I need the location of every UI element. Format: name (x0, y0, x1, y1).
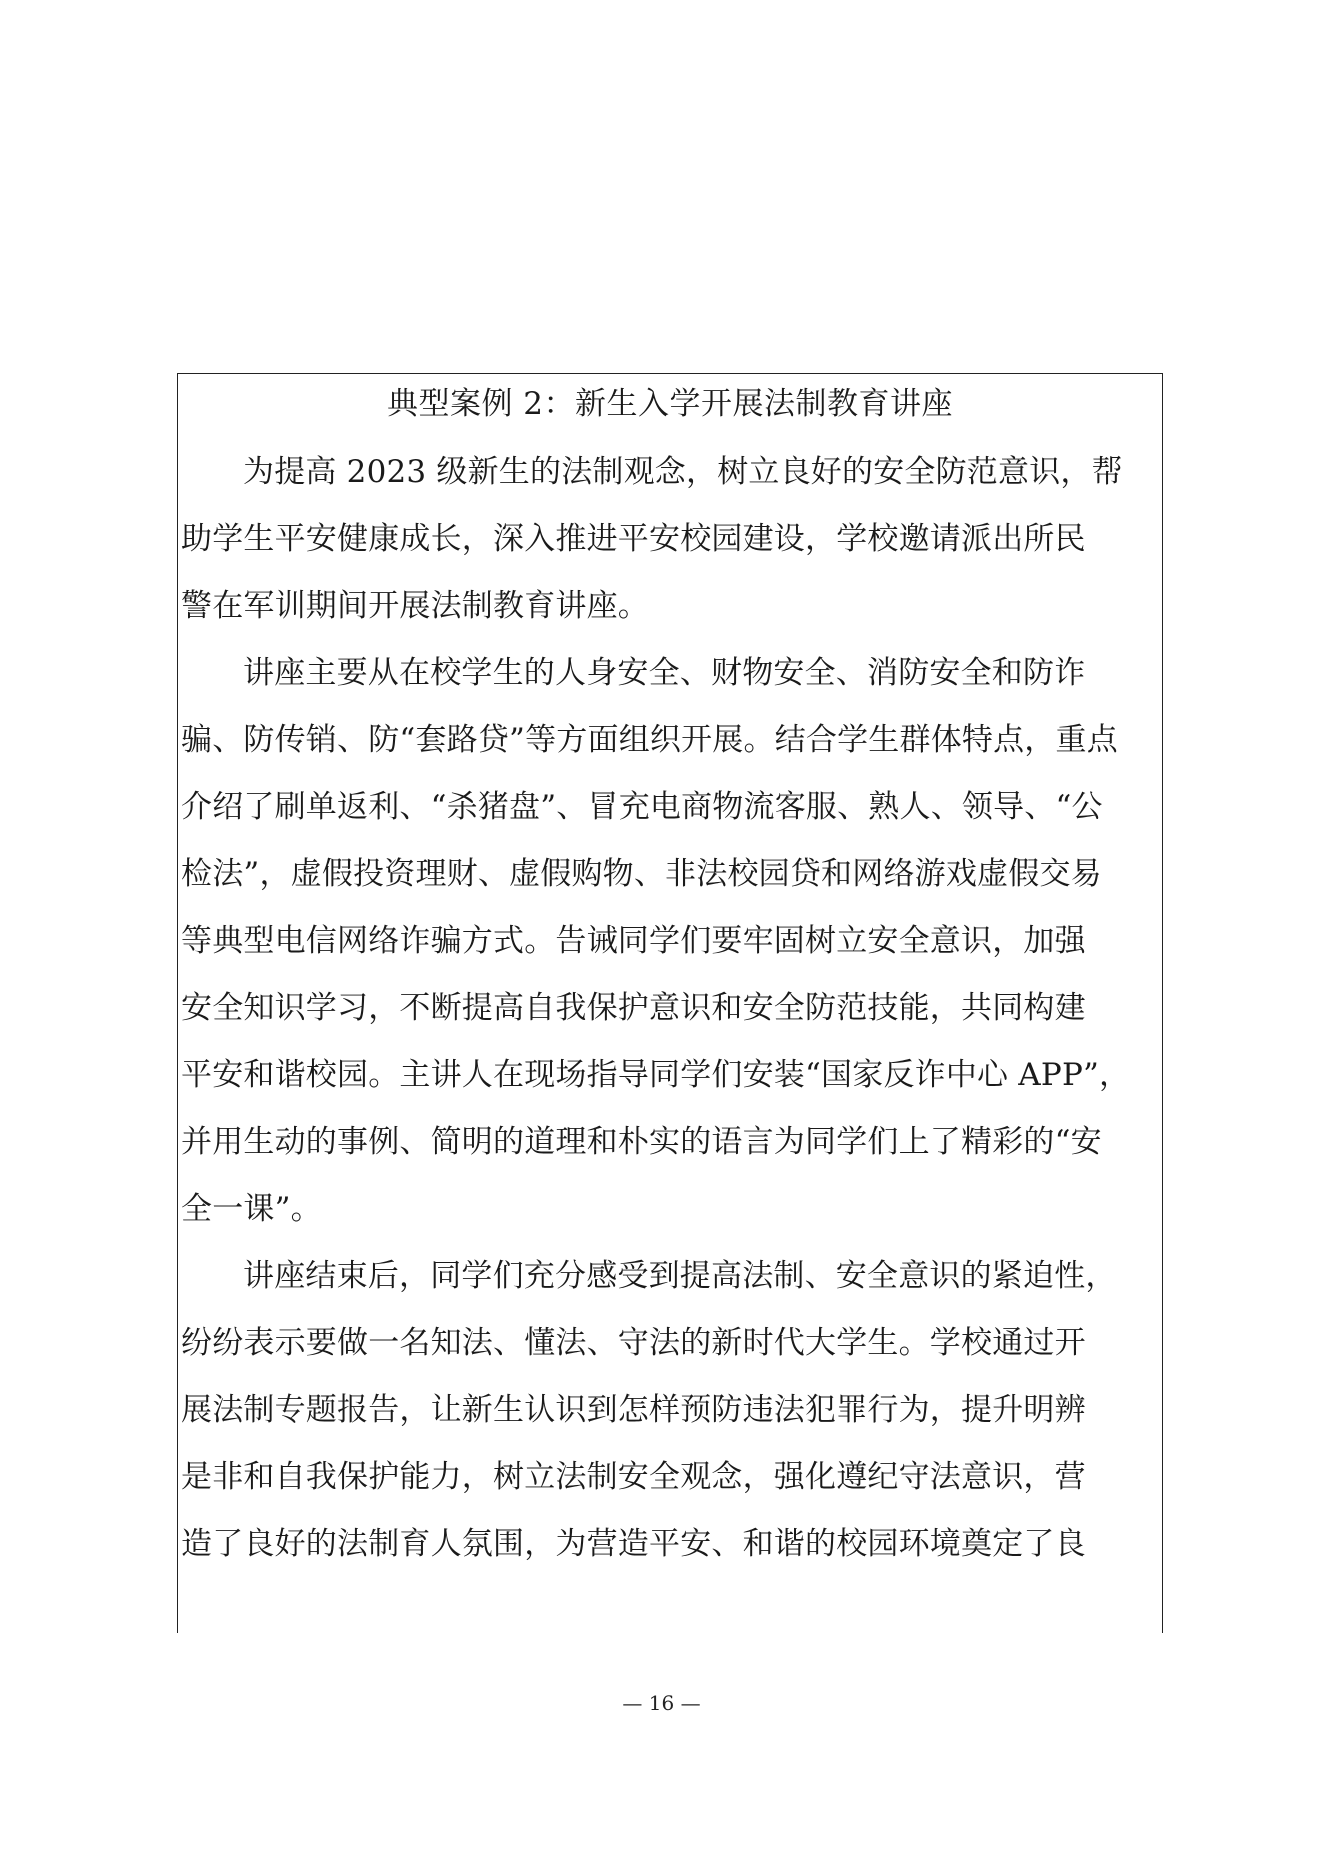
paragraph-line: 并用生动的事例、简明的道理和朴实的语言为同学们上了精彩的“安 (181, 1124, 1102, 1160)
paragraph-line: 造了良好的法制育人氛围，为营造平安、和谐的校园环境奠定了良 (181, 1526, 1086, 1562)
paragraph-line: 展法制专题报告，让新生认识到怎样预防违法犯罪行为，提升明辨 (181, 1392, 1086, 1428)
paragraph-line: 等典型电信网络诈骗方式。告诫同学们要牢固树立安全意识，加强 (181, 923, 1086, 959)
paragraph-line: 介绍了刷单返利、“杀猪盘”、冒充电商物流客服、熟人、领导、“公 (181, 789, 1103, 825)
paragraph-line: 讲座结束后，同学们充分感受到提高法制、安全意识的紧迫性， (243, 1258, 1117, 1294)
paragraph-line: 纷纷表示要做一名知法、懂法、守法的新时代大学生。学校通过开 (181, 1325, 1086, 1361)
paragraph-line: 助学生平安健康成长，深入推进平安校园建设，学校邀请派出所民 (181, 521, 1086, 557)
paragraph-line: 全一课”。 (181, 1191, 322, 1227)
page-number: — 16 — (622, 1691, 701, 1715)
paragraph-line: 检法”，虚假投资理财、虚假购物、非法校园贷和网络游戏虚假交易 (181, 856, 1102, 892)
paragraph-line: 为提高 2023 级新生的法制观念，树立良好的安全防范意识，帮 (243, 454, 1123, 490)
paragraph-line: 平安和谐校园。主讲人在现场指导同学们安装“国家反诈中心 APP”， (181, 1057, 1131, 1093)
paragraph-line: 骗、防传销、防“套路贷”等方面组织开展。结合学生群体特点，重点 (181, 722, 1118, 758)
case-box (177, 373, 1163, 1633)
case-title: 典型案例 2：新生入学开展法制教育讲座 (386, 386, 954, 422)
paragraph-line: 安全知识学习，不断提高自我保护意识和安全防范技能，共同构建 (181, 990, 1086, 1026)
paragraph-line: 是非和自我保护能力，树立法制安全观念，强化遵纪守法意识，营 (181, 1459, 1086, 1495)
paragraph-line: 讲座主要从在校学生的人身安全、财物安全、消防安全和防诈 (243, 655, 1086, 691)
paragraph-line: 警在军训期间开展法制教育讲座。 (181, 588, 649, 624)
